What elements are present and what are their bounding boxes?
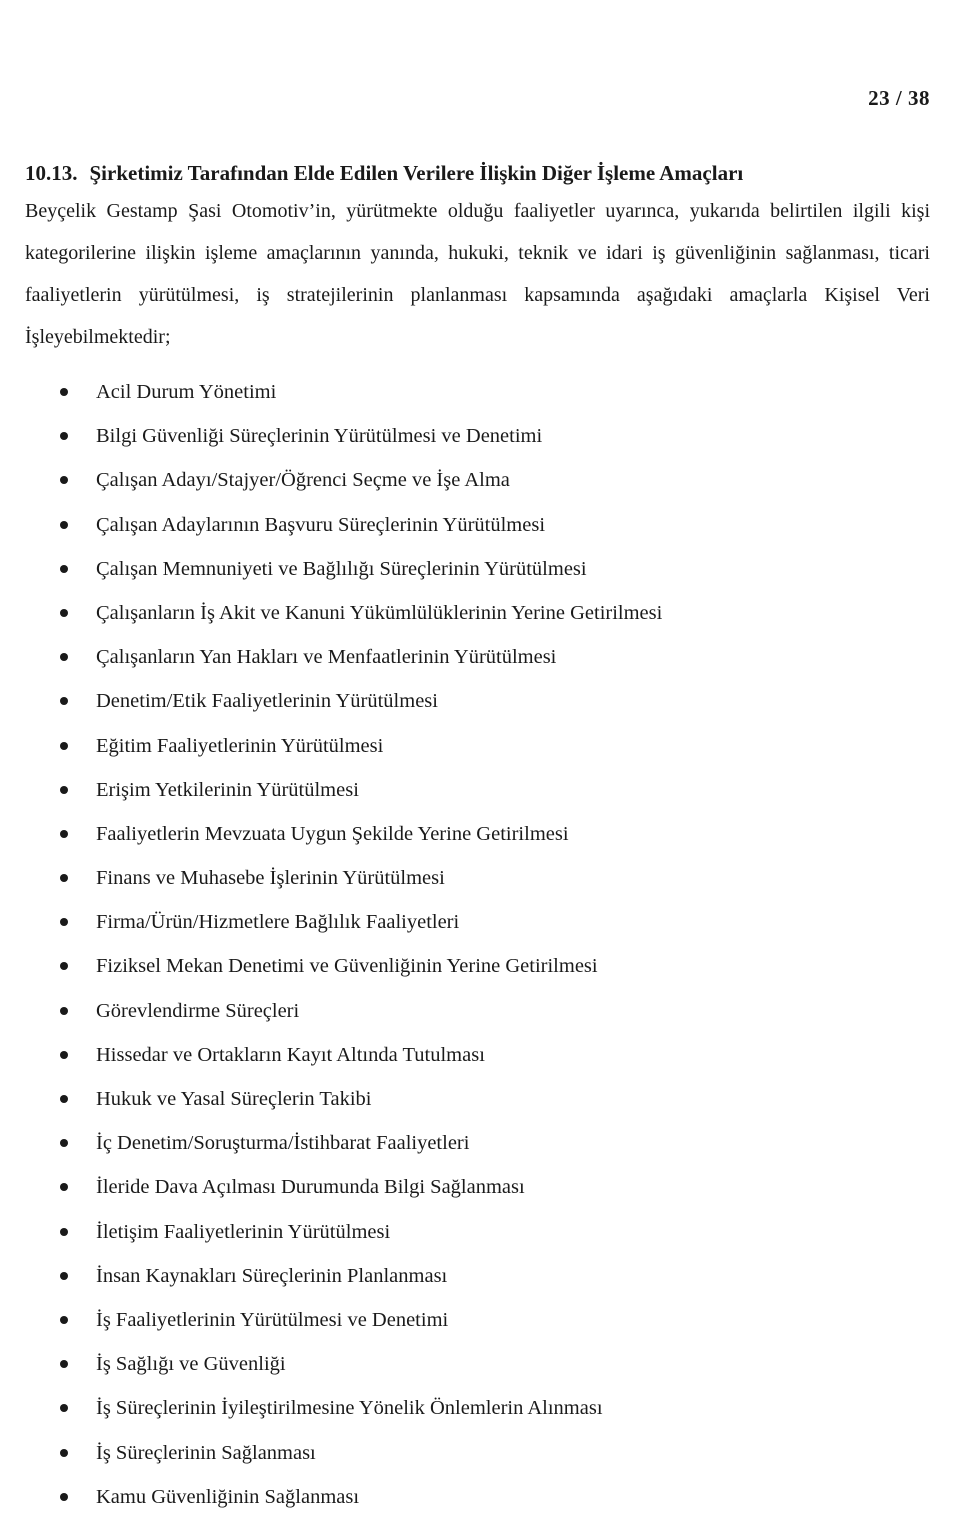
bullet-icon — [60, 565, 68, 573]
list-item — [0, 1121, 960, 1165]
bullet-icon — [60, 742, 68, 750]
list-item — [0, 1033, 960, 1077]
bullet-icon — [60, 432, 68, 440]
bullet-icon — [60, 1051, 68, 1059]
bullet-icon — [60, 388, 68, 396]
list-item — [0, 591, 960, 635]
list-item — [0, 1077, 960, 1121]
list-item-label: İnsan Kaynakları Süreçlerinin Planlanması — [96, 1264, 448, 1287]
list-item-label: İş Süreçlerinin Sağlanması — [96, 1441, 316, 1464]
bullet-icon — [60, 1007, 68, 1015]
bullet-icon — [60, 1139, 68, 1147]
intro-paragraph: Beyçelik Gestamp Şasi Otomotiv’in, yürütmekte olduğu faaliyetler uyarınca, yukarıda belirtilen ilgili kişi kategorilerine ilişkin işleme amaçlarının yanında, hukuki, teknik ve idari iş güvenliğinin sağlanması, ticari faaliyetlerin yürütülmesi, iş stratejilerinin planlanması kapsamında aşağıdaki amaçlarla Kişisel Veri İşleyebilmektedir; — [25, 200, 930, 348]
list-item — [0, 812, 960, 856]
list-item-label: İş Faaliyetlerinin Yürütülmesi ve Denetimi — [96, 1308, 449, 1331]
list-item-label: Finans ve Muhasebe İşlerinin Yürütülmesi — [96, 867, 445, 890]
list-item — [0, 1165, 960, 1209]
list-item — [0, 1475, 960, 1519]
list-item-label: Fiziksel Mekan Denetimi ve Güvenliğinin Yerine Getirilmesi — [96, 955, 598, 978]
list-item-label: İş Süreçlerinin İyileştirilmesine Yönelik Önlemlerin Alınması — [96, 1397, 603, 1420]
list-item — [0, 900, 960, 944]
list-item-label: Çalışanların İş Akit ve Kanuni Yükümlülüklerinin Yerine Getirilmesi — [96, 601, 663, 624]
list-item-label: Hissedar ve Ortakların Kayıt Altında Tutulması — [96, 1043, 485, 1066]
list-item — [0, 503, 960, 547]
purpose-list — [0, 370, 960, 1519]
section-number: 10.13. — [25, 161, 78, 186]
bullet-icon — [60, 874, 68, 882]
list-item-label: İç Denetim/Soruşturma/İstihbarat Faaliyetleri — [96, 1132, 470, 1155]
list-item-label: Erişim Yetkilerinin Yürütülmesi — [96, 778, 359, 801]
bullet-icon — [60, 962, 68, 970]
bullet-icon — [60, 1183, 68, 1191]
section-heading — [25, 161, 930, 186]
bullet-icon — [60, 697, 68, 705]
list-item — [0, 547, 960, 591]
bullet-icon — [60, 1228, 68, 1236]
list-item — [0, 1386, 960, 1430]
list-item-label: Hukuk ve Yasal Süreçlerin Takibi — [96, 1088, 372, 1110]
section-title: Şirketimiz Tarafından Elde Edilen Verilere İlişkin Diğer İşleme Amaçları — [89, 161, 744, 186]
bullet-icon — [60, 521, 68, 529]
list-item — [0, 856, 960, 900]
list-item — [0, 1254, 960, 1298]
bullet-icon — [60, 609, 68, 617]
list-item — [0, 679, 960, 723]
list-item-label: Görevlendirme Süreçleri — [96, 999, 300, 1022]
list-item-label: İleride Dava Açılması Durumunda Bilgi Sağlanması — [96, 1176, 525, 1199]
bullet-icon — [60, 1449, 68, 1457]
list-item — [0, 768, 960, 812]
list-item-label: Faaliyetlerin Mevzuata Uygun Şekilde Yerine Getirilmesi — [96, 822, 569, 845]
list-item — [0, 635, 960, 679]
bullet-icon — [60, 1360, 68, 1368]
list-item — [0, 1298, 960, 1342]
list-item-label: İletişim Faaliyetlerinin Yürütülmesi — [96, 1220, 391, 1243]
bullet-icon — [60, 830, 68, 838]
bullet-icon — [60, 476, 68, 484]
list-item — [0, 458, 960, 502]
list-item-label: Çalışan Adaylarının Başvuru Süreçlerinin Yürütülmesi — [96, 513, 546, 536]
list-item — [0, 414, 960, 458]
list-item-label: Eğitim Faaliyetlerinin Yürütülmesi — [96, 734, 384, 757]
list-item — [0, 989, 960, 1033]
list-item-label: Denetim/Etik Faaliyetlerinin Yürütülmesi — [96, 690, 438, 713]
list-item — [0, 370, 960, 414]
page-number: 23 / 38 — [868, 86, 930, 110]
list-item-label: Çalışanların Yan Hakları ve Menfaatlerinin Yürütülmesi — [96, 646, 557, 669]
list-item — [0, 724, 960, 768]
bullet-icon — [60, 1404, 68, 1412]
list-item-label: İş Sağlığı ve Güvenliği — [96, 1353, 286, 1376]
list-item-label: Firma/Ürün/Hizmetlere Bağlılık Faaliyetleri — [96, 911, 460, 934]
bullet-icon — [60, 1493, 68, 1501]
list-item-label: Acil Durum Yönetimi — [96, 381, 277, 403]
list-item — [0, 1431, 960, 1475]
list-item — [0, 1342, 960, 1386]
list-item — [0, 1210, 960, 1254]
bullet-icon — [60, 918, 68, 926]
bullet-icon — [60, 1272, 68, 1280]
bullet-icon — [60, 1316, 68, 1324]
list-item — [0, 944, 960, 988]
bullet-icon — [60, 653, 68, 661]
list-item-label: Çalışan Memnuniyeti ve Bağlılığı Süreçlerinin Yürütülmesi — [96, 557, 587, 580]
list-item-label: Kamu Güvenliğinin Sağlanması — [96, 1485, 360, 1508]
list-item-label: Çalışan Adayı/Stajyer/Öğrenci Seçme ve İşe Alma — [96, 469, 510, 492]
list-item-label: Bilgi Güvenliği Süreçlerinin Yürütülmesi ve Denetimi — [96, 425, 543, 448]
bullet-icon — [60, 786, 68, 794]
bullet-icon — [60, 1095, 68, 1103]
